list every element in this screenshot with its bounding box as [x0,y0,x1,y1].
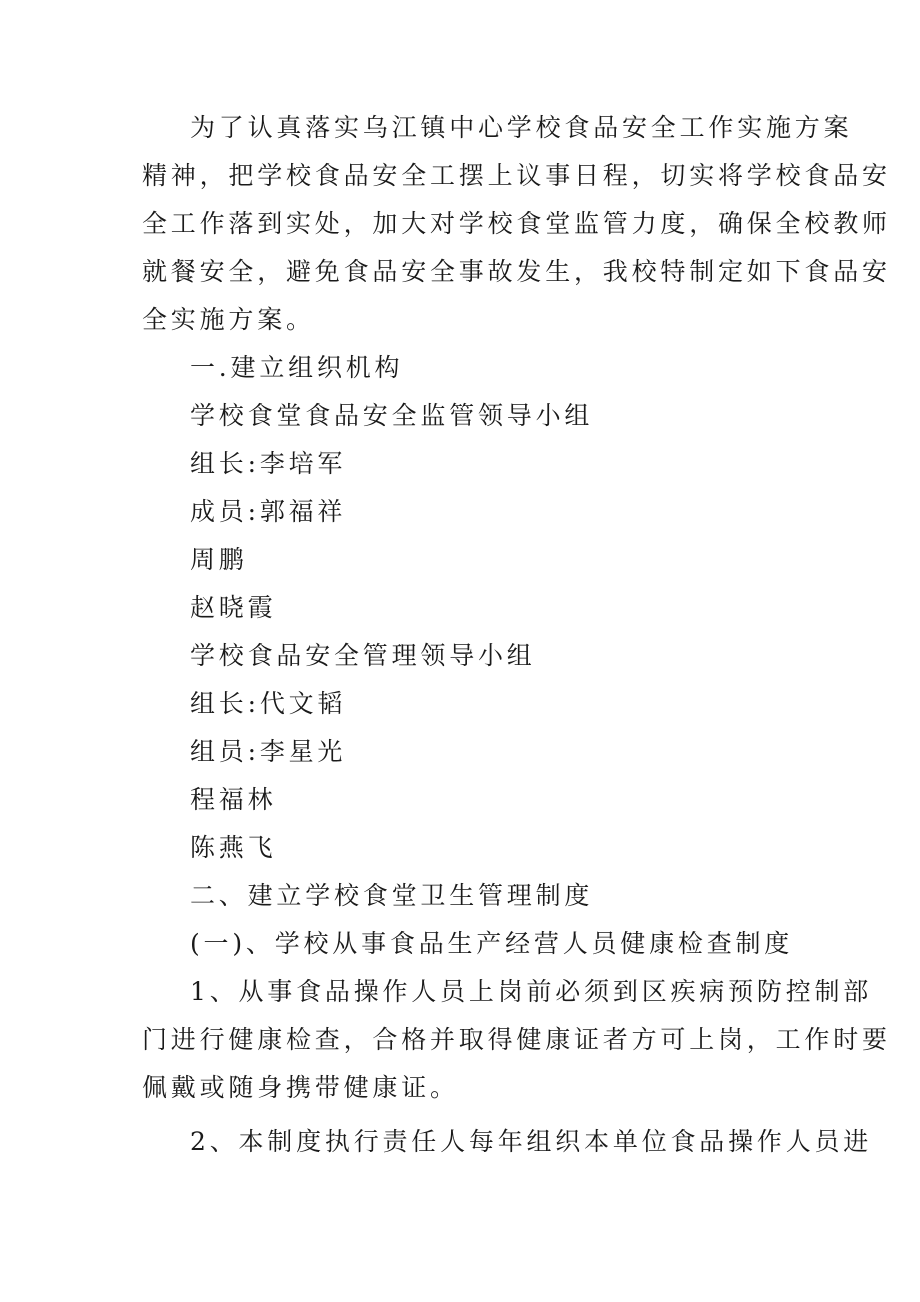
group-2-member-1: 组员:李星光 [190,737,347,766]
item-2-line-1: 2、本制度执行责任人每年组织本单位食品操作人员进 [190,1127,873,1156]
section-2-heading: 二、建立学校食堂卫生管理制度 [190,881,594,910]
paragraph-1-line-2: 精神，把学校食品安全工摆上议事日程，切实将学校食品安 [142,161,891,190]
item-1-line-3: 佩戴或随身携带健康证。 [142,1073,459,1102]
group-2-title: 学校食品安全管理领导小组 [190,641,536,670]
paragraph-1-line-1: 为了认真落实乌江镇中心学校食品安全工作实施方案 [190,113,853,142]
paragraph-1-line-5: 全实施方案。 [142,305,315,334]
group-2-member-3: 陈燕飞 [190,833,277,862]
group-2-leader: 组长:代文韬 [190,689,347,718]
subsection-1-heading: (一)、学校从事食品生产经营人员健康检查制度 [190,929,794,958]
section-1-heading: 一.建立组织机构 [190,353,404,382]
item-1-line-1: 1、从事食品操作人员上岗前必须到区疾病预防控制部 [190,977,873,1006]
group-1-member-3: 赵晓霞 [190,593,277,622]
paragraph-1-line-3: 全工作落到实处，加大对学校食堂监管力度，确保全校教师 [142,209,891,238]
group-1-title: 学校食堂食品安全监管领导小组 [190,401,594,430]
item-1-line-2: 门进行健康检查，合格并取得健康证者方可上岗，工作时要 [142,1025,891,1054]
group-1-member-2: 周鹏 [190,545,248,574]
group-1-member-1: 成员:郭福祥 [190,497,347,526]
paragraph-1-line-4: 就餐安全，避免食品安全事故发生，我校特制定如下食品安 [142,257,891,286]
group-1-leader: 组长:李培军 [190,449,347,478]
group-2-member-2: 程福林 [190,785,277,814]
